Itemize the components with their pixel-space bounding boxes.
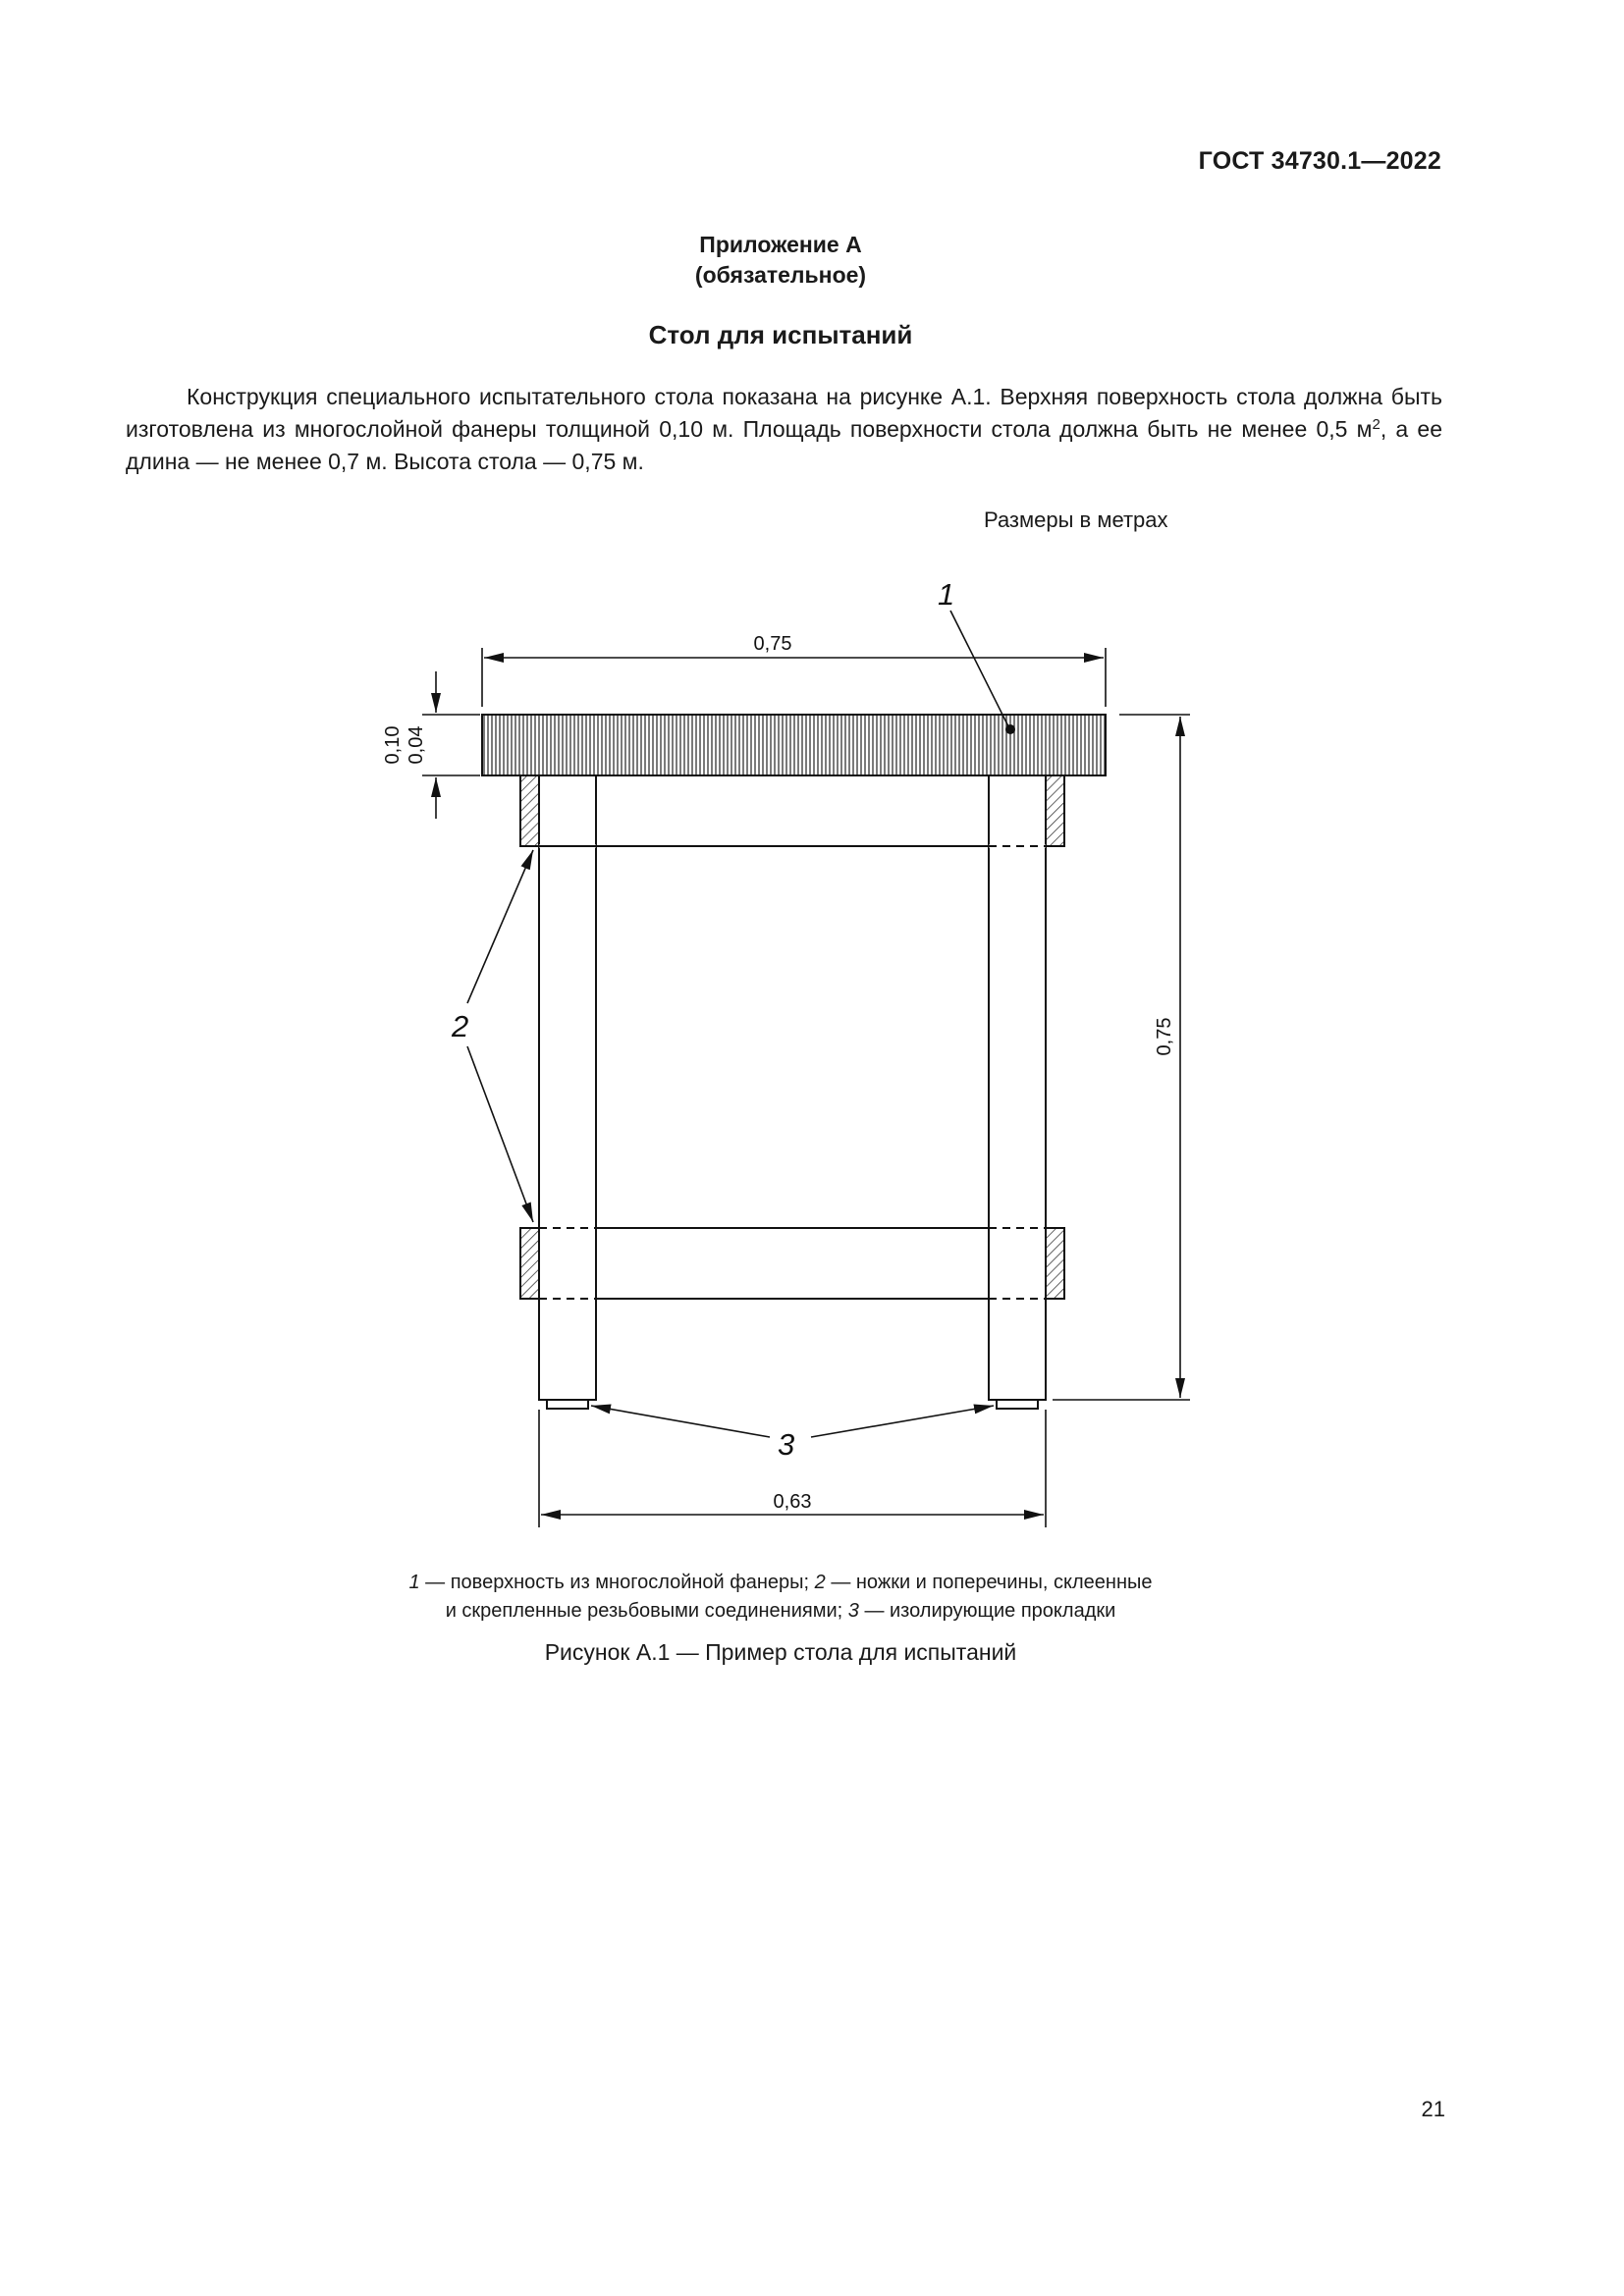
left-pad [547,1400,588,1409]
leader-3-right [811,1406,994,1437]
left-leg [539,775,596,1400]
bottom-width-label: 0,63 [773,1491,812,1513]
figure-caption: Рисунок А.1 — Пример стола для испытаний [544,1639,1017,1665]
callout-2: 2 [452,1009,469,1043]
callout-1: 1 [938,577,955,612]
annex-status: (обязательное) [694,262,867,288]
legend-number-1: 1 [408,1572,420,1593]
section-title: Стол для испытаний [648,320,913,349]
legend-text-2b: и скрепленные резьбовыми соединениями; [445,1600,848,1622]
superscript-2: 2 [1372,416,1380,433]
right-leg [989,775,1046,1400]
leader-2-upper [467,850,533,1003]
leader-2-lower [467,1046,533,1222]
legend-line-1 [0,1569,1561,1597]
upper-crossbar [520,775,1064,846]
legend-text-2: — ножки и поперечины, склеенные [825,1572,1153,1593]
annex-title: Приложение А [699,232,862,257]
figure-legend [0,1569,1561,1626]
plywood-top [482,715,1106,775]
document-code: ГОСТ 34730.1—2022 [1198,147,1441,175]
plywood-thickness-label: 0,04 [406,725,427,765]
legend-text-3: — изолирующие прокладки [858,1600,1116,1622]
top-width-label: 0,75 [753,633,792,655]
body-text-part1: Конструкция специального испытательного стола показана на рисунке А.1. Верхняя поверхность стола должна быть изготовлена из многослойной фанеры толщиной 0,10 м. Площадь поверхности стола должна быть не менее 0,5 м [126,384,1442,442]
legend-line-2 [0,1597,1561,1626]
right-pad [997,1400,1038,1409]
callout-3: 3 [778,1427,795,1462]
callout-1-dot [1005,724,1015,734]
lower-crossbar [520,1228,1064,1299]
legend-number-3: 3 [847,1600,859,1622]
leader-1 [950,611,1009,728]
page-number: 21 [1421,2097,1445,2121]
body-text-part2: , а ее длина — не менее 0,7 м. Высота стола — 0,75 м. [126,416,1442,474]
top-thickness-label: 0,10 [382,725,404,765]
leader-3-left [591,1406,770,1437]
height-label: 0,75 [1154,1017,1175,1056]
legend-text-1: — поверхность из многослойной фанеры; [419,1572,815,1593]
units-note: Размеры в метрах [984,507,1168,532]
legend-number-2: 2 [814,1572,826,1593]
